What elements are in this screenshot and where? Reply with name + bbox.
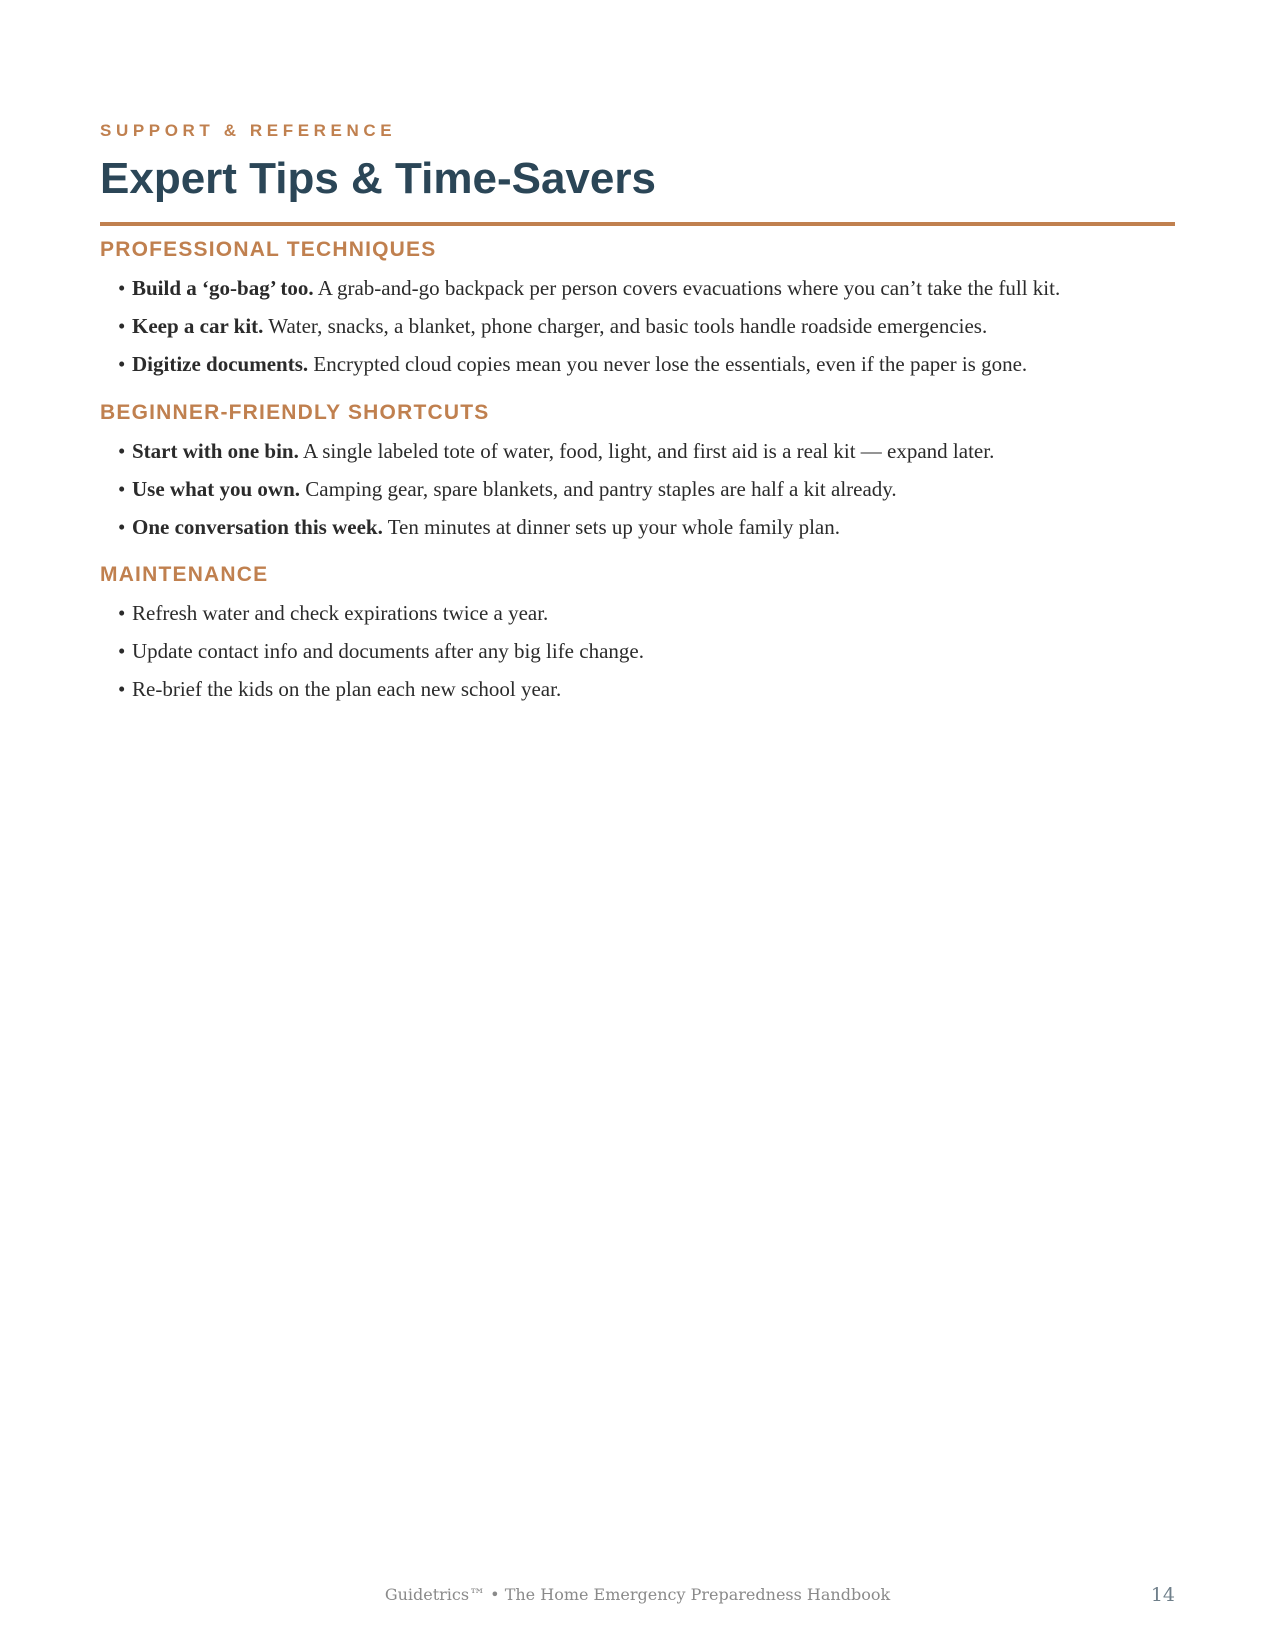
bullet-icon: • [118,314,126,338]
bullet-icon: • [118,477,126,501]
tip-list [100,599,1175,703]
bullet-icon: • [118,677,126,701]
bullet-icon: • [118,276,126,300]
item-text: Encrypted cloud copies mean you never lose the essentials, even if the paper is gone. [308,352,1028,376]
item-text: Re-brief the kids on the plan each new school year. [132,677,562,701]
list-item [118,274,1175,302]
item-lead: Start with one bin. [132,439,299,463]
bullet-icon: • [118,352,126,376]
list-item [118,513,1175,541]
tip-list [100,437,1175,541]
document-page [100,0,1175,1651]
section-eyebrow: SUPPORT & REFERENCE [100,121,397,140]
list-item [118,637,1175,665]
item-text: Update contact info and documents after any big life change. [132,639,644,663]
page-title: Expert Tips & Time-Savers [100,154,656,203]
item-text: Camping gear, spare blankets, and pantry staples are half a kit already. [300,477,897,501]
item-lead: Keep a car kit. [132,314,264,338]
item-lead: Digitize documents. [132,352,309,376]
item-text: Refresh water and check expirations twice a year. [132,601,549,625]
bullet-icon: • [118,515,126,539]
bullet-icon: • [118,601,126,625]
list-item [118,475,1175,503]
list-item [118,312,1175,340]
section-heading: MAINTENANCE [100,563,269,586]
list-item [118,437,1175,465]
list-item [118,350,1175,378]
bullet-icon: • [118,439,126,463]
section-maintenance [100,561,1175,713]
item-text: Water, snacks, a blanket, phone charger, and basic tools handle roadside emergencies. [263,314,988,338]
footer-title: Guidetrics™ • The Home Emergency Preparedness Handbook [384,1585,891,1604]
item-lead: Use what you own. [132,477,301,501]
title-divider [100,222,1175,226]
section-heading: PROFESSIONAL TECHNIQUES [100,238,437,261]
tip-list [100,274,1175,378]
bullet-icon: • [118,639,126,663]
section-beginner-friendly-shortcuts [100,399,1175,551]
list-item [118,675,1175,703]
section-heading: BEGINNER-FRIENDLY SHORTCUTS [100,401,490,424]
item-text: Ten minutes at dinner sets up your whole family plan. [382,515,840,539]
item-text: A single labeled tote of water, food, light, and first aid is a real kit — expand later. [298,439,995,463]
page-number: 14 [1150,1584,1175,1606]
page-footer [100,1583,1175,1607]
section-professional-techniques [100,236,1175,388]
item-lead: Build a ‘go-bag’ too. [132,276,314,300]
item-lead: One conversation this week. [132,515,383,539]
list-item [118,599,1175,627]
item-text: A grab-and-go backpack per person covers evacuations where you can’t take the full kit. [313,276,1061,300]
